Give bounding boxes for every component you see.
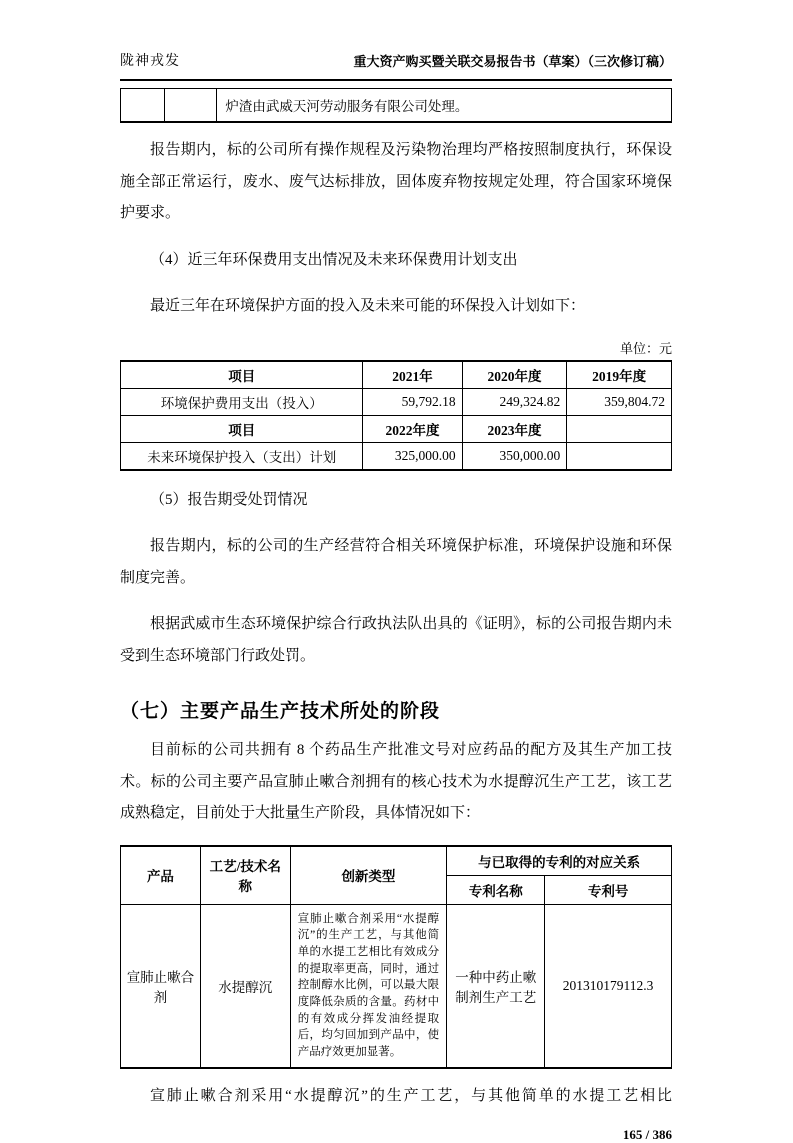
section-heading-4: （4）近三年环保费用支出情况及未来环保费用计划支出 bbox=[150, 251, 518, 268]
table-header-cell: 2023年度 bbox=[462, 415, 567, 442]
table-header-cell: 与已取得的专利的对应关系 bbox=[447, 846, 672, 876]
table-header-cell: 项目 bbox=[121, 361, 363, 389]
table-cell: 359,804.72 bbox=[567, 388, 672, 415]
table-header-row bbox=[121, 846, 672, 876]
table-cell: 环境保护费用支出（投入） bbox=[121, 388, 363, 415]
table-header-cell: 专利号 bbox=[545, 875, 672, 904]
unit-label: 单位：元 bbox=[619, 340, 672, 356]
header-report-title: 重大资产购买暨关联交易报告书（草案）（三次修订稿） bbox=[353, 54, 672, 69]
table-cell-patent-no: 201310179112.3 bbox=[545, 904, 672, 1068]
paragraph-env-intro: 最近三年在环境保护方面的投入及未来可能的环保投入计划如下： bbox=[150, 298, 586, 314]
table-cell: 350,000.00 bbox=[462, 442, 567, 470]
table-header-cell: 2019年度 bbox=[567, 361, 672, 389]
table-cell: 325,000.00 bbox=[363, 442, 462, 470]
table-cell: 249,324.82 bbox=[462, 388, 567, 415]
paragraph-tech-intro: 目前标的公司共拥有 8 个药品生产批准文号对应药品的配方及其生产加工技术。标的公司主要产品宣肺止嗽合剂拥有的核心技术为水提醇沉生产工艺，该工艺成熟稳定，目前处于大批量生产阶段，具体情况如下： bbox=[120, 742, 672, 821]
paragraph-env-summary: 报告期内，标的公司所有操作规程及污染物治理均严格按照制度执行，环保设施全部正常运行，废水、废气达标排放，固体废弃物按规定处理，符合国家环境保护要求。 bbox=[120, 142, 672, 221]
env-expense-table bbox=[120, 360, 672, 471]
table-cell-patent-name: 一种中药止嗽制剂生产工艺 bbox=[447, 904, 545, 1068]
carryover-table bbox=[120, 88, 672, 123]
carryover-cell-text: 炉渣由武威天河劳动服务有限公司处理。 bbox=[217, 89, 672, 123]
table-header-cell: 2020年度 bbox=[462, 361, 567, 389]
page-number: 165 / 386 bbox=[622, 1127, 672, 1143]
carryover-cell-empty-2 bbox=[165, 89, 217, 123]
table-header-cell: 专利名称 bbox=[447, 875, 545, 904]
paragraph-penalty-1: 报告期内，标的公司的生产经营符合相关环境保护标准，环境保护设施和环保制度完善。 bbox=[120, 538, 672, 586]
table-header-cell: 工艺/技术名称 bbox=[200, 846, 290, 905]
paragraph-penalty-2: 根据武威市生态环境保护综合行政执法队出具的《证明》，标的公司报告期内未受到生态环境部门行政处罚。 bbox=[120, 616, 672, 664]
table-header-cell: 创新类型 bbox=[290, 846, 446, 905]
table-header-cell: 2021年 bbox=[363, 361, 462, 389]
table-row bbox=[121, 89, 672, 123]
section-heading-7: （七）主要产品生产技术所处的阶段 bbox=[120, 701, 441, 722]
table-cell-product: 宣肺止嗽合剂 bbox=[121, 904, 201, 1068]
table-header-cell: 产品 bbox=[121, 846, 201, 905]
table-cell: 未来环境保护投入（支出）计划 bbox=[121, 442, 363, 470]
table-header-row bbox=[121, 415, 672, 442]
table-header-cell: 2022年度 bbox=[363, 415, 462, 442]
table-header-cell bbox=[567, 415, 672, 442]
table-header-cell: 项目 bbox=[121, 415, 363, 442]
table-row bbox=[121, 904, 672, 1068]
table-header-row bbox=[121, 361, 672, 389]
table-row bbox=[121, 388, 672, 415]
page-header bbox=[120, 50, 672, 81]
paragraph-bottom: 宣肺止嗽合剂采用“水提醇沉”的生产工艺，与其他简单的水提工艺相比 bbox=[150, 1087, 672, 1104]
table-row bbox=[121, 442, 672, 470]
table-cell: 59,792.18 bbox=[363, 388, 462, 415]
carryover-cell-empty-1 bbox=[121, 89, 165, 123]
table-cell-process: 水提醇沉 bbox=[200, 904, 290, 1068]
header-company-name: 陇神戎发 bbox=[120, 54, 180, 69]
section-heading-5: （5）报告期受处罚情况 bbox=[150, 491, 308, 508]
table-cell-innovation: 宣肺止嗽合剂采用“水提醇沉”的生产工艺，与其他简单的水提工艺相比有效成分的提取率更高，同时，通过控制醇水比例，可以最大限度降低杂质的含量。药材中的有效成分挥发油经提取后，均匀回加到产品中，使产品疗效更加显著。 bbox=[290, 904, 446, 1068]
table-cell bbox=[567, 442, 672, 470]
technology-table bbox=[120, 845, 672, 1069]
